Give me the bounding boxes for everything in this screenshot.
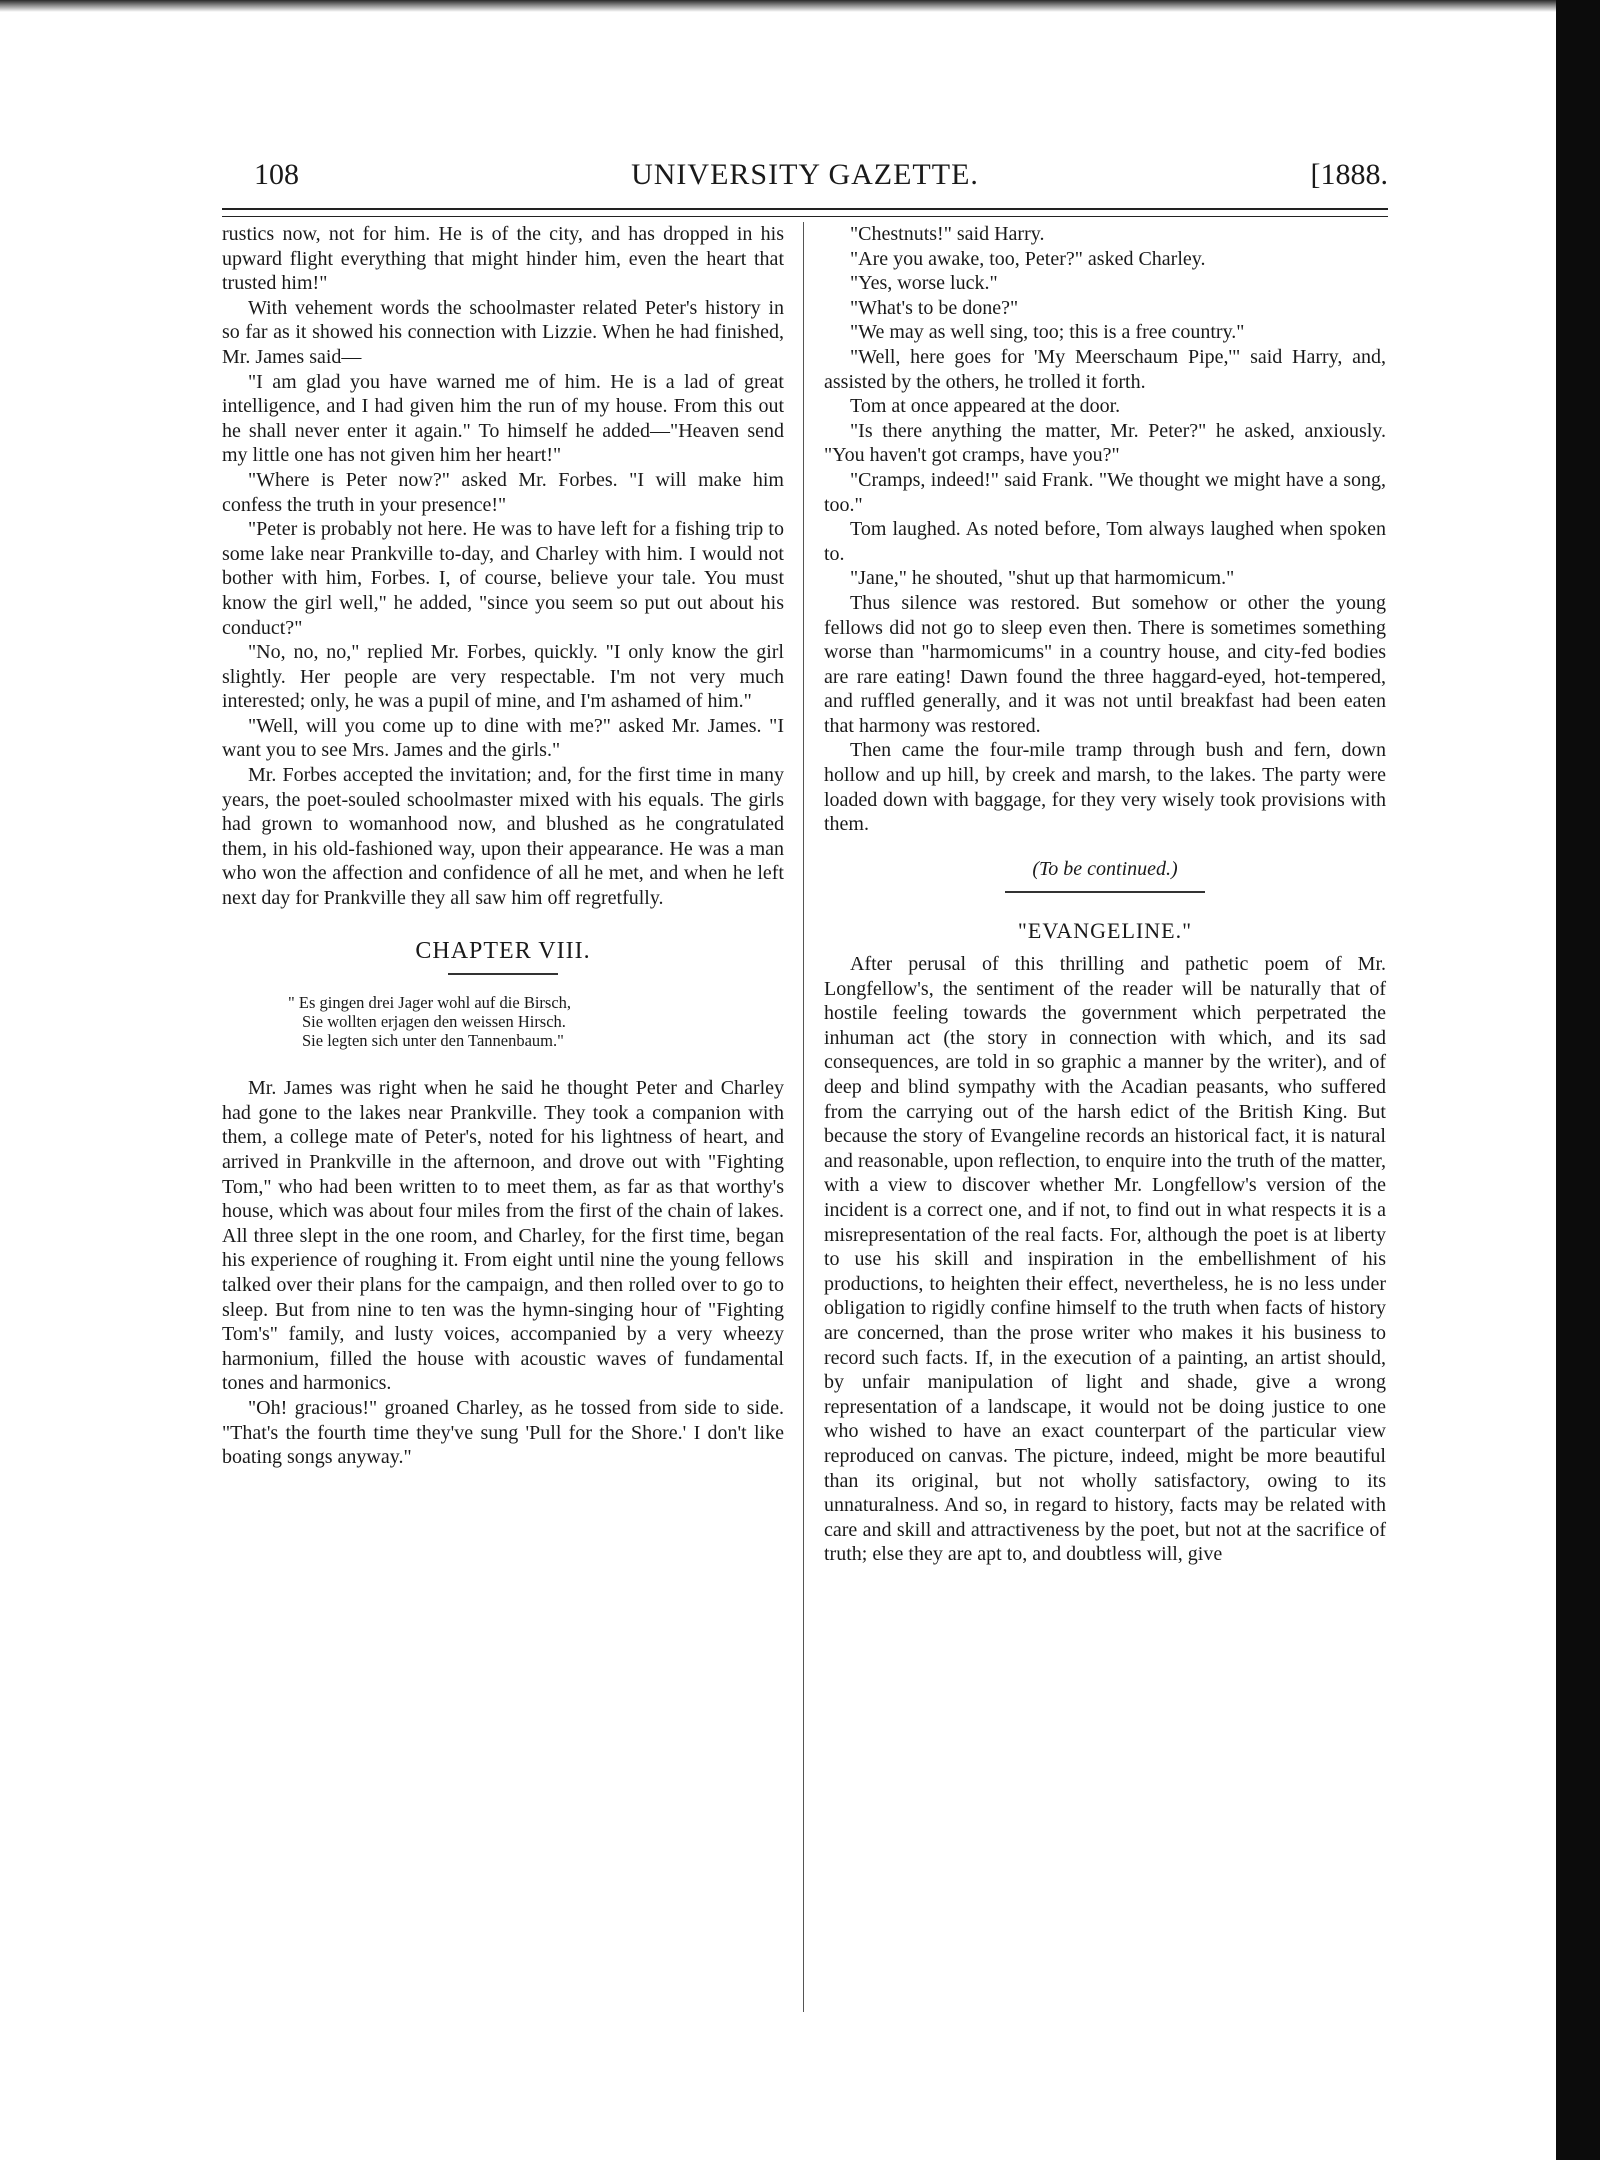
epigraph-line: Sie legten sich unter den Tannenbaum.": [302, 1031, 564, 1051]
paragraph: "Jane," he shouted, "shut up that harmomicum.": [850, 567, 1235, 590]
page-header: [222, 158, 1388, 200]
paragraph: Tom laughed. As noted before, Tom always laughed when spoken to.: [824, 518, 1386, 565]
paragraph: "Well, here goes for 'My Meerschaum Pipe,'" said Harry, and, assisted by the others, he trolled it forth.: [824, 345, 1386, 393]
article-title: "EVANGELINE.": [1017, 918, 1193, 944]
scan-page-edge: [1556, 0, 1600, 2160]
paragraph: Thus silence was restored. But somehow or other the young fellows did not go to sleep even then. There is sometimes something worse than "harmomicums" in a country house, and city-fed bodies are rare eating! Dawn found the three haggard-eyed, hot-tempered, and ruffled generally, and it was not until breakfast had been eaten that harmony was restored.: [824, 591, 1386, 737]
gazette-page: [222, 150, 1388, 2090]
right-column: [824, 222, 1386, 1567]
page-number: 108: [254, 158, 299, 191]
paragraph: "I am glad you have warned me of him. He is a lad of great intelligence, and I had given him the run of my house. From this out he shall never enter it again." To himself he added—"Heaven send my little one has not given him her heart!": [222, 370, 784, 467]
paragraph: "Oh! gracious!" groaned Charley, as he tossed from side to side. "That's the fourth time they've sung 'Pull for the Shore.' I don't like boating songs anyway.": [222, 1396, 784, 1469]
paragraph: "We may as well sing, too; this is a free country.": [850, 321, 1245, 344]
paragraph: With vehement words the schoolmaster related Peter's history in so far as it showed his connection with Lizzie. When he had finished, Mr. James said—: [222, 296, 784, 368]
paragraph: "Is there anything the matter, Mr. Peter?" he asked, anxiously. "You haven't got cramps, have you?": [824, 419, 1386, 467]
publication-title: UNIVERSITY GAZETTE.: [631, 158, 979, 191]
paragraph: "No, no, no," replied Mr. Forbes, quickly. "I only know the girl slightly. Her people are very respectable. I'm not very much interested; only, he was a pupil of mine, and I'm ashamed of him.": [222, 641, 784, 713]
section-rule: [1005, 891, 1205, 893]
epigraph-line: Sie wollten erjagen den weissen Hirsch.: [302, 1012, 566, 1032]
epigraph-line: " Es gingen drei Jager wohl auf die Birsch,: [288, 993, 572, 1013]
paragraph: "What's to be done?": [850, 296, 1019, 319]
scan-top-shadow: [0, 0, 1600, 12]
page-year: [1888.: [1310, 158, 1388, 191]
paragraph: "Well, will you come up to dine with me?" asked Mr. James. "I want you to see Mrs. James and the girls.": [222, 714, 784, 762]
paragraph: "Yes, worse luck.": [850, 272, 998, 295]
paragraph: Then came the four-mile tramp through bush and fern, down hollow and up hill, by creek and marsh, to the lakes. The party were loaded down with baggage, for they very wisely took provisions with them.: [824, 739, 1386, 836]
chapter-title: CHAPTER VIII.: [415, 937, 591, 964]
paragraph: "Cramps, indeed!" said Frank. "We thought we might have a song, too.": [824, 468, 1386, 516]
paragraph: After perusal of this thrilling and pathetic poem of Mr. Longfellow's, the sentiment of the reader will be naturally that of hostile feeling towards the government which perpetrated the inhuman act (the story in connection with which, and its sad consequences, are told in so graphic a manner by the writer), and of deep and blind sympathy with the Acadian peasants, who suffered from the carrying out of the harsh edict of the British King. But because the story of Evangeline records an historical fact, it is natural and reasonable, upon reflection, to enquire into the truth of the matter, with a view to discover whether Mr. Longfellow's version of the incident is a correct one, and if not, to find out in what respects it is a misrepresentation of the real facts. For, although the poet is at liberty to use his skill and inspiration in the embellishment of his productions, to heighten their effect, nevertheless, he is no less under obligation to rigidly confine himself to the truth when facts of history are concerned, than the prose writer who makes it his business to record such facts. If, in the execution of a painting, an artist should, by unfair manipulation of light and shade, give a wrong representation of a landscape, it would not be doing justice to one who wished to have an exact counterpart of the particular view reproduced on canvas. The picture, indeed, might be more beautiful than its original, but not wholly satisfactory, owing to its unnaturalness. And so, in regard to history, facts may be related with care and skill and attractiveness by the poet, but not at the sacrifice of truth; else they are apt to, and doubtless will, give: [824, 953, 1386, 1566]
paragraph: "Are you awake, too, Peter?" asked Charley.: [850, 247, 1206, 270]
paragraph: "Where is Peter now?" asked Mr. Forbes. "I will make him confess the truth in your presence!": [222, 468, 784, 516]
paragraph: "Chestnuts!" said Harry.: [850, 223, 1045, 245]
left-column: [222, 222, 784, 1470]
to-be-continued: (To be continued.): [1032, 857, 1178, 880]
header-rule: [222, 208, 1388, 217]
epigraph: [288, 993, 784, 1050]
paragraph: "Peter is probably not here. He was to have left for a fishing trip to some lake near Prankville to-day, and Charley with him. I would not bother with him, Forbes. I, of course, believe your tale. You must know the girl well," he added, "since you seem so put out about his conduct?": [222, 518, 784, 639]
paragraph: Mr. James was right when he said he thought Peter and Charley had gone to the lakes near Prankville. They took a companion with them, a college mate of Peter's, noted for his lightness of heart, and arrived in Prankville in the afternoon, and drove out with "Fighting Tom," who had been written to to meet them, as far as that worthy's house, which was about four miles from the first of the chain of lakes. All three slept in the one room, and Charley, for the first time, began his experience of roughing it. From eight until nine the young fellows talked over their plans for the campaign, and then rolled over to go to sleep. But from nine to ten was the hymn-singing hour of "Fighting Tom's" family, and lusty voices, accompanied by a very wheezy harmonium, filled the house with acoustic waves of fundamental tones and harmonics.: [222, 1077, 784, 1395]
column-divider: [803, 222, 804, 2012]
chapter-rule: [448, 973, 558, 975]
paragraph: rustics now, not for him. He is of the city, and has dropped in his upward flight everything that might hinder him, even the heart that trusted him!": [222, 223, 784, 295]
paragraph: Tom at once appeared at the door.: [850, 395, 1121, 418]
paragraph: Mr. Forbes accepted the invitation; and, for the first time in many years, the poet-souled schoolmaster mixed with his equals. The girls had grown to womanhood now, and blushed as he congratulated them, in his old-fashioned way, upon their appearance. He was a man who won the affection and confidence of all he met, and when he left next day for Prankville they all saw him off regretfully.: [222, 764, 784, 910]
